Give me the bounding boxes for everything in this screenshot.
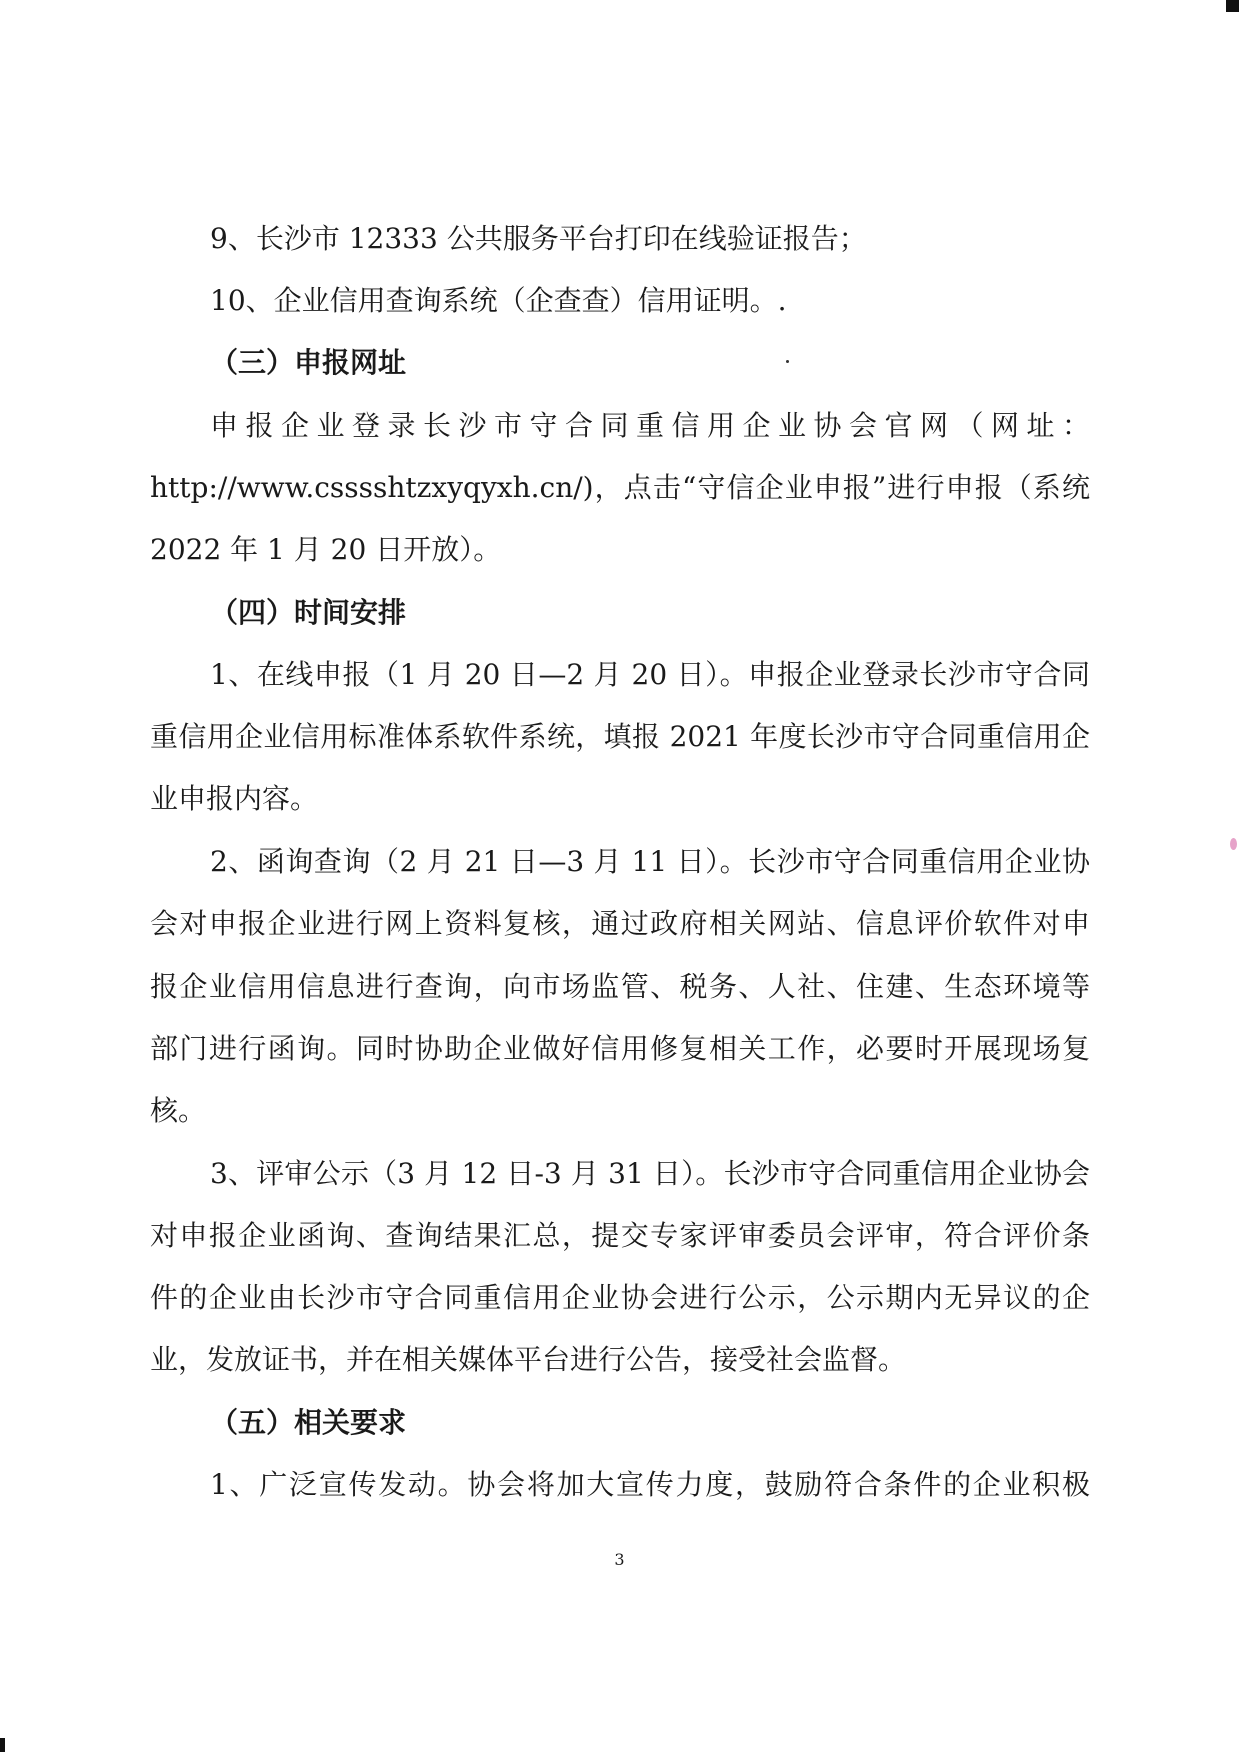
paragraph-line: 业，发放证书，并在相关媒体平台进行公告，接受社会监督。 xyxy=(150,1343,907,1376)
paragraph-line: 件的企业由长沙市守合同重信用企业协会进行公示，公示期内无异议的企 xyxy=(150,1281,1090,1314)
section-heading-4: （四）时间安排 xyxy=(210,596,407,629)
item-9-line: 9、长沙市 12333 公共服务平台打印在线验证报告； xyxy=(210,222,867,255)
paragraph-line: 重信用企业信用标准体系软件系统，填报 2021 年度长沙市守合同重信用企 xyxy=(150,720,1090,753)
paragraph-line: 2、函询查询（2 月 21 日—3 月 11 日）。长沙市守合同重信用企业协 xyxy=(210,845,1090,878)
paragraph-line: 核。 xyxy=(150,1094,207,1127)
paragraph-line: 3、评审公示（3 月 12 日-3 月 31 日）。长沙市守合同重信用企业协会 xyxy=(210,1157,1090,1190)
scan-speck xyxy=(786,360,789,363)
paragraph-line: 部门进行函询。同时协助企业做好信用修复相关工作，必要时开展现场复 xyxy=(150,1032,1090,1065)
scan-color-mark xyxy=(1230,838,1237,850)
paragraph-line: 业申报内容。 xyxy=(150,782,319,815)
paragraph-line: 对申报企业函询、查询结果汇总，提交专家评审委员会评审，符合评价条 xyxy=(150,1219,1090,1252)
scan-edge-mark xyxy=(0,1738,5,1752)
section-heading-3: （三）申报网址 xyxy=(210,346,407,379)
paragraph-line: http://www.csssshtzxyqyxh.cn/)，点击“守信企业申报”进行申报（系统 xyxy=(150,471,1090,504)
paragraph-line: 会对申报企业进行网上资料复核，通过政府相关网站、信息评价软件对申 xyxy=(150,907,1090,940)
scan-edge-mark xyxy=(1226,0,1239,12)
section-heading-5: （五）相关要求 xyxy=(210,1406,407,1439)
paragraph-line: 2022 年 1 月 20 日开放）。 xyxy=(150,533,502,566)
paragraph-line: 申报企业登录长沙市守合同重信用企业协会官网（网址： xyxy=(210,409,1090,442)
paragraph-line: 1、广泛宣传发动。协会将加大宣传力度，鼓励符合条件的企业积极 xyxy=(210,1468,1090,1501)
paragraph-line: 1、在线申报（1 月 20 日—2 月 20 日）。申报企业登录长沙市守合同 xyxy=(210,658,1090,691)
item-10-line: 10、企业信用查询系统（企查查）信用证明。. xyxy=(210,284,787,317)
paragraph-line: 报企业信用信息进行查询，向市场监管、税务、人社、住建、生态环境等 xyxy=(150,970,1090,1003)
page-number: 3 xyxy=(614,1550,625,1569)
